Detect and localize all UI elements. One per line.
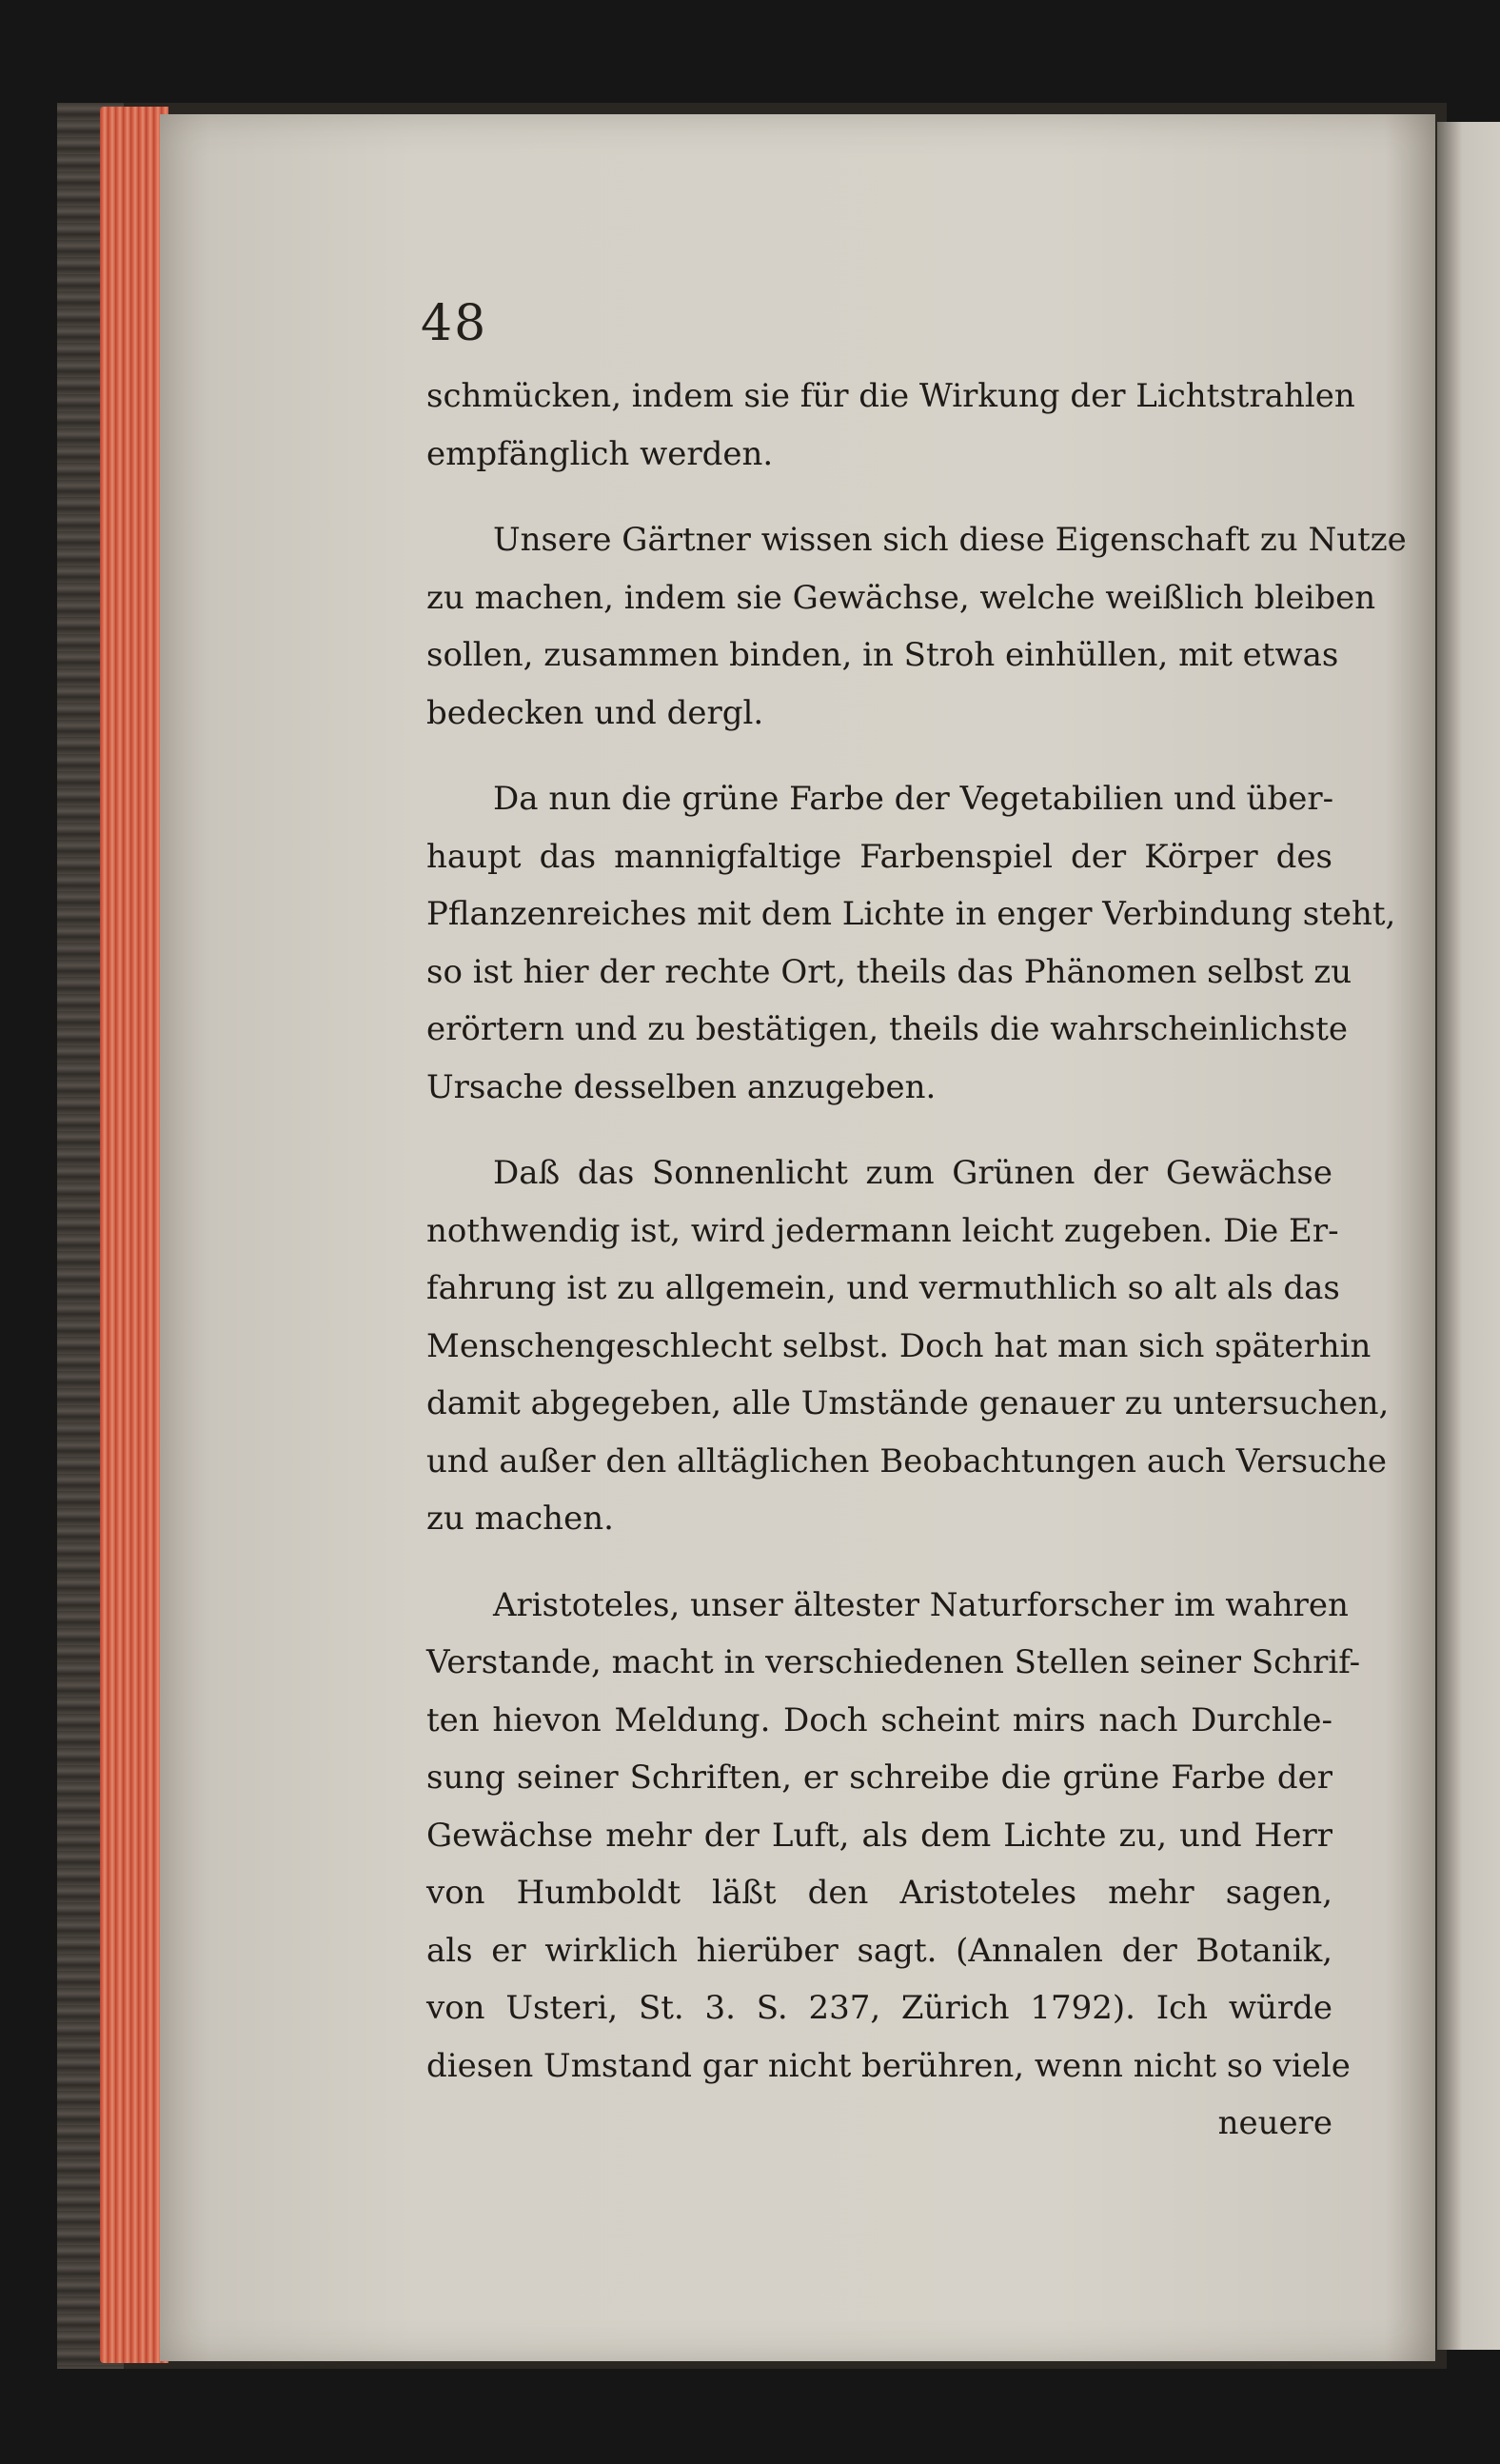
text-line: schmücken, indem sie für die Wirkung der Lichtstrahlen [426, 377, 1355, 415]
text-line: und außer den alltäglichen Beobachtungen auch Versuche [426, 1441, 1387, 1480]
text-line: zu machen. [426, 1500, 614, 1538]
text-line: Menschengeschlecht selbst. Doch hat man sich späterhin [426, 1326, 1372, 1365]
text-line: von Usteri, St. 3. S. 237, Zürich 1792). Ich würde [426, 1989, 1332, 2027]
text-line: Gewächse mehr der Luft, als dem Lichte zu, und Herr [426, 1816, 1332, 1855]
text-line: erörtern und zu bestätigen, theils die wahrscheinlichste [426, 1010, 1349, 1048]
text-line: bedecken und dergl. [426, 693, 764, 732]
text-line: Da nun die grüne Farbe der Vegetabilien und über- [493, 780, 1334, 818]
text-line: nothwendig ist, wird jedermann leicht zugeben. Die Er- [426, 1211, 1339, 1250]
paragraph [426, 1144, 1390, 1548]
text-line: Aristoteles, unser ältester Naturforscher im wahren [493, 1585, 1349, 1624]
text-line: ten hievon Meldung. Doch scheint mirs nach Durchle- [426, 1700, 1332, 1739]
paragraph [426, 511, 1407, 742]
text-line: Ursache desselben anzugeben. [426, 1067, 937, 1106]
body-text [426, 368, 1407, 2153]
text-line: sollen, zusammen binden, in Stroh einhüllen, mit etwas [426, 636, 1339, 674]
paragraph [426, 1577, 1361, 2096]
text-line: fahrung ist zu allgemein, und vermuthlich so alt als das [426, 1269, 1340, 1307]
text-line: Pflanzenreiches mit dem Lichte in enger Verbindung steht, [426, 895, 1396, 933]
text-line: haupt das mannigfaltige Farbenspiel der Körper des [426, 837, 1332, 876]
text-line: so ist hier der rechte Ort, theils das Phänomen selbst zu [426, 952, 1352, 991]
red-page-edges [100, 107, 168, 2363]
text-line: Daß das Sonnenlicht zum Grünen der Gewächse [493, 1154, 1332, 1192]
paragraph [426, 368, 1355, 483]
text-line: diesen Umstand gar nicht berühren, wenn nicht so viele [426, 2046, 1351, 2085]
catchword: neuere [1217, 2104, 1332, 2142]
text-line: Unsere Gärtner wissen sich diese Eigenschaft zu Nutze [493, 521, 1407, 559]
text-line: von Humboldt läßt den Aristoteles mehr sagen, [426, 1874, 1332, 1912]
text-line: damit abgegeben, alle Umstände genauer zu untersuchen, [426, 1384, 1390, 1422]
paragraph [426, 770, 1396, 1116]
page-number: 48 [421, 295, 488, 352]
text-line: als er wirklich hierüber sagt. (Annalen der Botanik, [426, 1931, 1332, 1970]
text-line: sung seiner Schriften, er schreibe die grüne Farbe der [426, 1759, 1332, 1797]
text-line: empfänglich werden. [426, 434, 774, 473]
adjacent-page-edge [1437, 122, 1500, 2350]
text-line: zu machen, indem sie Gewächse, welche weißlich bleiben [426, 578, 1376, 617]
text-line: Verstande, macht in verschiedenen Stellen seiner Schrif- [426, 1643, 1361, 1681]
